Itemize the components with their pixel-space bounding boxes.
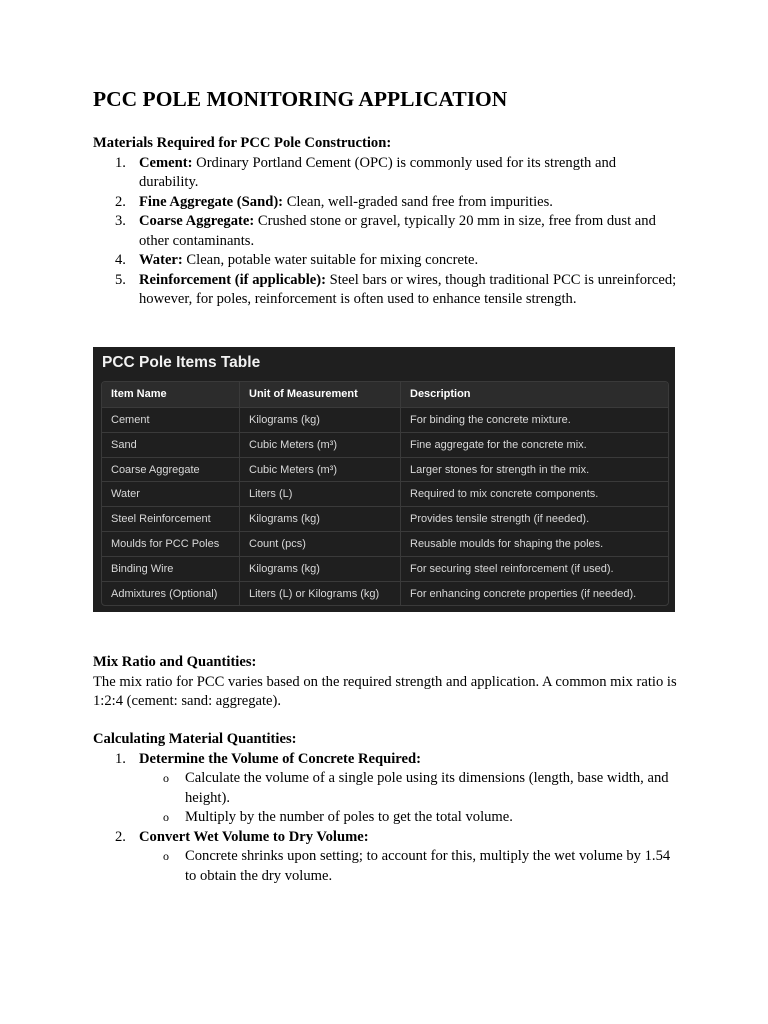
- sub-item-text: Concrete shrinks upon setting; to account for this, multiply the wet volume by 1.54 to obtain the dry volume.: [185, 848, 671, 884]
- table-cell: Fine aggregate for the concrete mix.: [410, 438, 587, 451]
- table-cell: Required to mix concrete components.: [410, 488, 599, 501]
- list-number: 1.: [115, 750, 126, 767]
- item-text: Ordinary Portland Cement (OPC) is commonly used for its strength and durability.: [139, 154, 617, 190]
- item-label: Water:: [139, 252, 183, 268]
- list-item: [93, 271, 678, 310]
- list-number: 3.: [115, 213, 126, 229]
- sub-list-item: [93, 769, 678, 808]
- materials-section: [93, 134, 678, 310]
- calculation-section: [93, 730, 678, 886]
- table-row: [102, 581, 668, 606]
- materials-list: [93, 154, 678, 310]
- sub-list-item: [93, 808, 678, 828]
- table-cell: Coarse Aggregate: [102, 458, 240, 482]
- table-cell: Kilograms (kg): [240, 408, 401, 432]
- table-cell: Kilograms (kg): [240, 557, 401, 581]
- document-title: PCC POLE MONITORING APPLICATION: [93, 87, 508, 111]
- bullet-icon: o: [163, 771, 169, 785]
- materials-heading: Materials Required for PCC Pole Construction:: [93, 135, 392, 151]
- table-cell: Binding Wire: [102, 557, 240, 581]
- step-label: Convert Wet Volume to Dry Volume:: [139, 828, 369, 845]
- item-text: Steel bars or wires, though traditional PCC is unreinforced; however, for poles, reinforcement is often used to enhance tensile strength.: [139, 271, 677, 307]
- table-cell: Steel Reinforcement: [102, 507, 240, 531]
- mix-ratio-heading: Mix Ratio and Quantities:: [93, 654, 257, 670]
- table-cell: For securing steel reinforcement (if used).: [410, 562, 614, 575]
- column-header: Unit of Measurement: [240, 382, 401, 407]
- bullet-icon: o: [163, 849, 169, 863]
- item-text: Clean, potable water suitable for mixing concrete.: [182, 252, 479, 268]
- items-table-title: PCC Pole Items Table: [102, 354, 261, 371]
- column-header: Description: [410, 388, 471, 400]
- table-header-row: [102, 382, 668, 407]
- table-cell: Cubic Meters (m³): [240, 458, 401, 482]
- items-table: [101, 381, 669, 606]
- list-item: [93, 154, 678, 193]
- table-cell: Liters (L) or Kilograms (kg): [240, 582, 401, 606]
- list-item: [93, 212, 678, 251]
- mix-ratio-section: [93, 653, 678, 712]
- table-row: [102, 481, 668, 506]
- sub-item-text: Multiply by the number of poles to get the total volume.: [185, 809, 513, 825]
- table-cell: Cubic Meters (m³): [240, 433, 401, 457]
- column-header: Item Name: [102, 382, 240, 407]
- table-row: [102, 407, 668, 432]
- table-row: [102, 457, 668, 482]
- mix-ratio-paragraph: The mix ratio for PCC varies based on the required strength and application. A common mix ratio is 1:2:4 (cement: sand: aggregate).: [93, 673, 677, 709]
- table-cell: Count (pcs): [240, 532, 401, 556]
- table-cell: Liters (L): [240, 482, 401, 506]
- calculation-steps: [93, 750, 678, 887]
- table-row: [102, 556, 668, 581]
- list-number: 5.: [115, 271, 126, 288]
- list-item: [93, 251, 678, 271]
- item-text: Clean, well-graded sand free from impurities.: [283, 193, 553, 210]
- item-label: Fine Aggregate (Sand):: [139, 193, 284, 210]
- list-item: [93, 828, 678, 887]
- calculation-heading: Calculating Material Quantities:: [93, 731, 297, 747]
- list-item: [93, 750, 678, 828]
- list-number: 1.: [115, 154, 126, 171]
- list-number: 2.: [115, 828, 126, 845]
- table-cell: For binding the concrete mixture.: [410, 414, 571, 426]
- table-row: [102, 506, 668, 531]
- sub-list: [93, 769, 678, 828]
- table-cell: Moulds for PCC Poles: [102, 532, 240, 556]
- bullet-icon: o: [163, 810, 169, 824]
- step-label: Determine the Volume of Concrete Required:: [139, 750, 421, 767]
- item-label: Cement:: [139, 154, 193, 171]
- item-label: Coarse Aggregate:: [139, 213, 255, 229]
- items-table-image: [93, 347, 675, 612]
- table-cell: Kilograms (kg): [240, 507, 401, 531]
- table-cell: Sand: [102, 433, 240, 457]
- list-item: [93, 193, 678, 213]
- table-cell: Reusable moulds for shaping the poles.: [410, 537, 604, 550]
- table-cell: For enhancing concrete properties (if needed).: [410, 587, 637, 600]
- table-row: [102, 531, 668, 556]
- table-row: [102, 432, 668, 457]
- item-text: Crushed stone or gravel, typically 20 mm in size, free from dust and other contaminants.: [139, 213, 656, 249]
- table-cell: Larger stones for strength in the mix.: [410, 463, 590, 476]
- item-label: Reinforcement (if applicable):: [139, 271, 326, 288]
- table-cell: Cement: [102, 408, 240, 432]
- sub-item-text: Calculate the volume of a single pole using its dimensions (length, base width, and height).: [185, 770, 669, 806]
- sub-list: [93, 847, 678, 886]
- list-number: 4.: [115, 252, 126, 268]
- list-number: 2.: [115, 193, 126, 210]
- table-cell: Water: [102, 482, 240, 506]
- table-cell: Provides tensile strength (if needed).: [410, 513, 590, 526]
- sub-list-item: [93, 847, 678, 886]
- table-cell: Admixtures (Optional): [102, 582, 240, 606]
